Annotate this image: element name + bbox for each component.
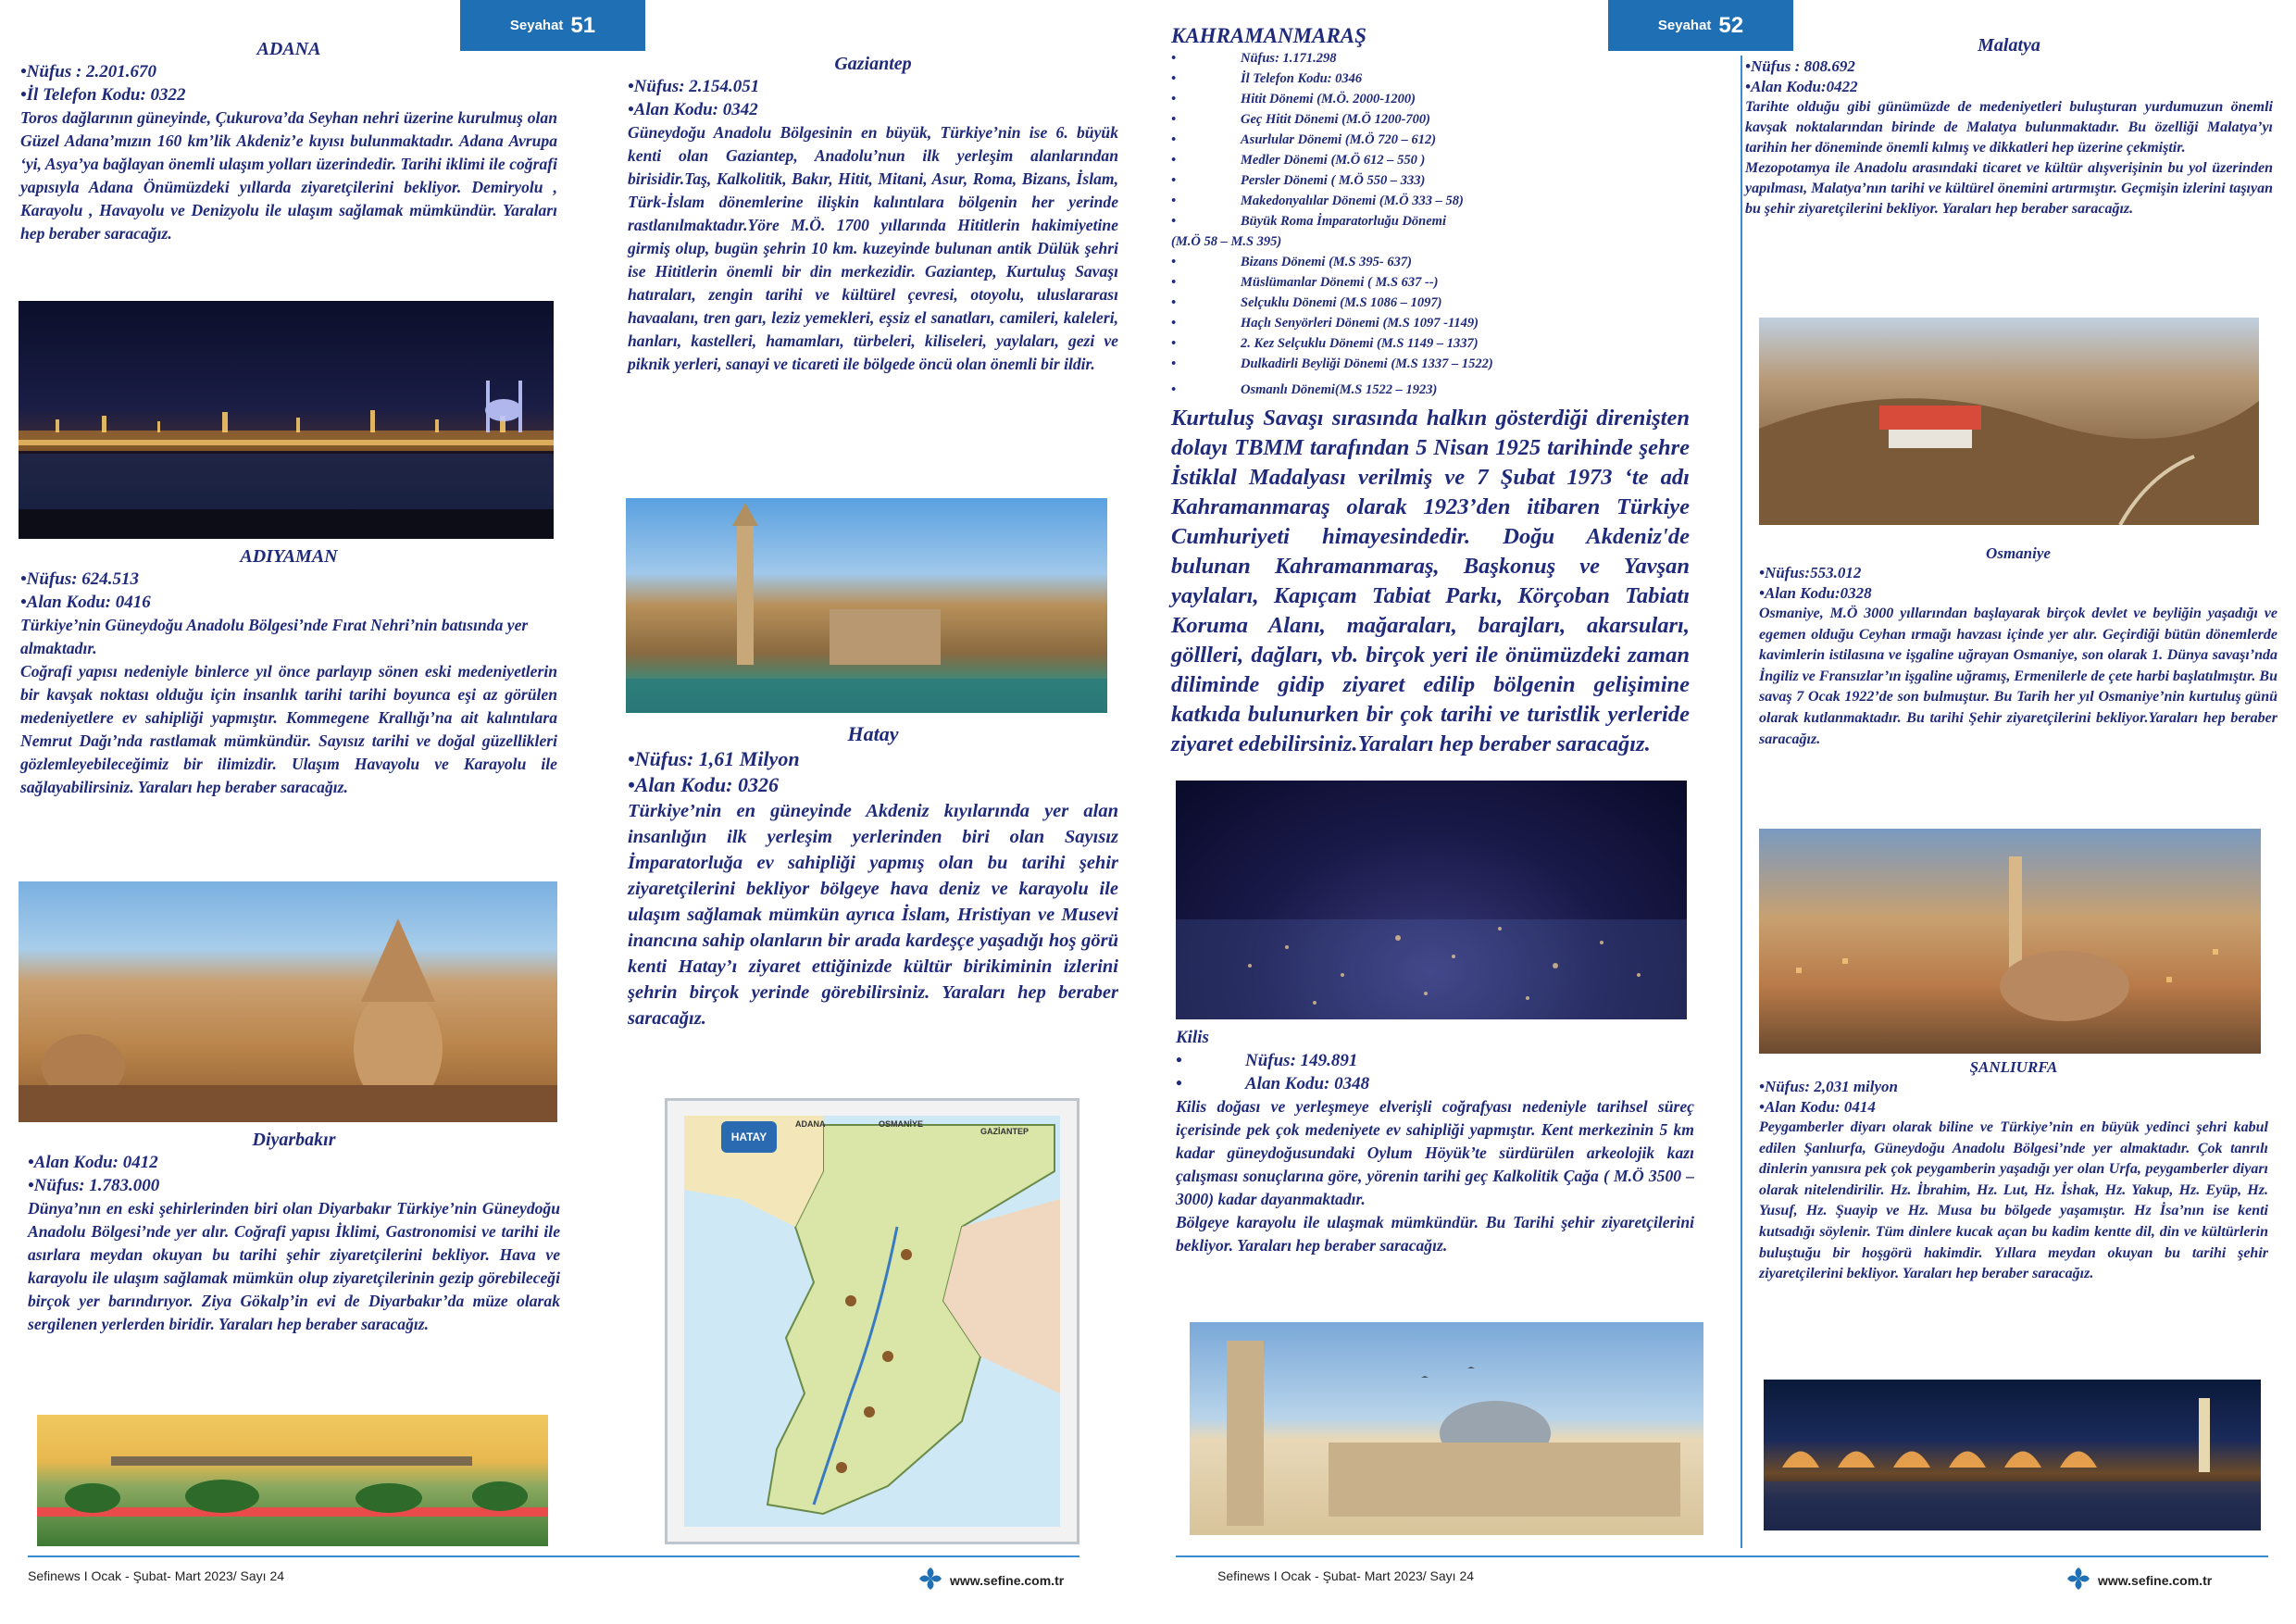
map-label-adana: ADANA bbox=[795, 1119, 826, 1129]
hatay-title: Hatay bbox=[847, 722, 899, 745]
hatay-map-graphic bbox=[684, 1116, 1060, 1527]
diyarbakir-gardens-photo bbox=[37, 1415, 548, 1546]
balikligol-night-photo bbox=[1764, 1380, 2261, 1530]
adana-text: Toros dağlarının güneyinde, Çukurova’da Seyhan nehri üzerine kurulmuş olan Güzel Adana’mızın 160 km’lik Akdeniz’e kıyısı bulunmaktadır. Adana Avrupa ‘yi, Asya’ya bağlayan önemli ulaşım yolları üzerindedir. Tarihi iklimi ile coğrafi yapısıyla Adana Önümüzdeki yıllarda ziyaretçilerini bekliyor. Demiryolu , Karayolu , Havayolu ve Denizyolu ile ulaşım sağlamak mümkündür. Yaraları hep beraber saracağız. bbox=[20, 108, 557, 243]
hatay-article bbox=[628, 722, 1118, 1031]
kilis-title: Kilis bbox=[1176, 1028, 1209, 1047]
footer-website[interactable] bbox=[2065, 1565, 2212, 1595]
list-item: • Büyük Roma İmparatorluğu Dönemi bbox=[1171, 214, 1446, 229]
diyarbakir-area-code: •Alan Kodu: 0412 bbox=[28, 1153, 158, 1172]
city-lights-graphic bbox=[1176, 781, 1687, 1019]
kahramanmaras-title: KAHRAMANMARAŞ bbox=[1171, 24, 1366, 47]
arches-graphic bbox=[1764, 1380, 2261, 1530]
malatya-canyon-photo bbox=[1759, 318, 2259, 525]
adiyaman-area-code: •Alan Kodu: 0416 bbox=[20, 593, 151, 612]
adiyaman-text-2: Coğrafi yapısı nedeniyle binlerce yıl önce parlayıp sönen eski medeniyetlerin bir kavşak noktası olduğu için insanlık tarihi tarihi boyunca eşi az görülen medeniyetlere ev sahipliği yapmıştır. Kommegene Krallığı’na ait kalıntılara Nemrut Dağı’nda rastlamak mümkündür. Sayısız tarihi ve doğal güzellikleri gözlemleyebileceğimiz bir ilimizdir. Ulaşım Havayolu ve Karayolu ile sağlayabilirsiniz. Yaraları hep beraber saracağız. bbox=[20, 662, 557, 796]
hatay-population: •Nüfus: 1,61 Milyon bbox=[628, 747, 800, 770]
hatay-area-code: •Alan Kodu: 0326 bbox=[628, 773, 779, 796]
kilis-text-2: Bölgeye karayolu ile ulaşmak mümkündür. Bu Tarihi şehir ziyaretçilerini bekliyor. Yaraları hep beraber saracağız. bbox=[1176, 1213, 1694, 1255]
list-item: • Persler Dönemi ( M.Ö 550 – 333) bbox=[1171, 173, 1426, 188]
section-label: Seyahat bbox=[509, 18, 564, 33]
halfeti-minaret-graphic bbox=[626, 498, 1107, 713]
osmaniye-article bbox=[1759, 544, 2277, 750]
list-item: • Nüfus: 1.171.298 bbox=[1171, 51, 1337, 66]
nemrut-photo bbox=[19, 881, 557, 1122]
sanliurfa-area-code: •Alan Kodu: 0414 bbox=[1759, 1098, 1876, 1116]
sanliurfa-population: •Nüfus: 2,031 milyon bbox=[1759, 1078, 1898, 1095]
diyarbakir-article bbox=[28, 1130, 560, 1336]
list-item: • Hitit Dönemi (M.Ö. 2000-1200) bbox=[1171, 92, 1416, 106]
gaziantep-article bbox=[628, 54, 1118, 376]
page-number: 52 bbox=[1718, 12, 1744, 38]
list-item: • Alan Kodu: 0348 bbox=[1176, 1074, 1370, 1093]
diyarbakir-population: •Nüfus: 1.783.000 bbox=[28, 1176, 160, 1195]
osmaniye-area-code: •Alan Kodu:0328 bbox=[1759, 584, 1872, 602]
sanliurfa-title: ŞANLIURFA bbox=[1969, 1058, 2058, 1076]
malatya-article bbox=[1745, 35, 2273, 219]
adana-article bbox=[20, 39, 557, 245]
list-item: • Haçlı Senyörleri Dönemi (M.S 1097 -1149) bbox=[1171, 316, 1479, 331]
section-label: Seyahat bbox=[1657, 18, 1712, 33]
website-url[interactable]: www.sefine.com.tr bbox=[2098, 1572, 2213, 1588]
footer-rule bbox=[1176, 1555, 2268, 1557]
malatya-text-2: Mezopotamya ile Anadolu arasındaki ticaret ve kültür alışverişinin bu yol üzerinden yapılması, Malatya’nın tarihi ve kültürel önemini artırmıştır. Geçmişin izlerini taşıyan bu şehir ziyaretçilerini bekliyor. Yaraları hep beraber saracağız. bbox=[1745, 160, 2273, 217]
malatya-area-code: •Alan Kodu:0422 bbox=[1745, 78, 1858, 95]
hatay-map-title: HATAY bbox=[721, 1121, 777, 1153]
hatay-text: Türkiye’nin en güneyinde Akdeniz kıyılarında yer alan insanlığın ilk yerleşim yerlerinden biri olan Sayısız İmparatorluğa ev sahipliği yapmış olan bu tarihi şehir ziyaretçilerini bekliyor bölgeye hava deniz ve karayolu ile ulaşım sağlamak mümkün ayrıca İslam, Hristiyan ve Musevi inancına sahip olanların bir arada kardeşçe yaşadığı hoş görü kenti Hatay’ı ziyaret ettiğinizde kültür birikiminin izlerini şehrin birçok yerinde görebilirsiniz. Yaraları hep beraber saracağız. bbox=[628, 801, 1118, 1029]
adana-population: •Nüfus : 2.201.670 bbox=[20, 62, 157, 81]
list-item-note: (M.Ö 58 – M.S 395) bbox=[1171, 234, 1282, 249]
gaziantep-population: •Nüfus: 2.154.051 bbox=[628, 77, 760, 96]
gaziantep-title: Gaziantep bbox=[834, 54, 912, 74]
halfeti-photo bbox=[626, 498, 1107, 713]
footer-website[interactable] bbox=[917, 1565, 1064, 1595]
kilis-mosque-photo bbox=[1190, 1322, 1703, 1535]
adana-title: ADANA bbox=[256, 39, 321, 59]
canyon-terrace-graphic bbox=[1759, 318, 2259, 525]
osmaniye-text: Osmaniye, M.Ö 3000 yıllarından başlayarak birçok devlet ve beyliğin yaşadığı ve egemen olduğu Ceyhan ırmağı havzası içinde yer alır. Geçirdiği bütün dönemlerde kavimlerin istilasına ve işgaline uğrayan Osmaniye, son olarak 1. Dünya savaşı’nda İngiliz ve Fransızlar’ın işgaline uğramış, Ermenilerle de çete harbi başlatılmıştır. Bu savaş 7 Ocak 1922’de son bulmuştur. Bu Tarih her yıl Osmaniye’nin kurtuluş günü olarak kutlanmaktadır. Bu tarihi Şehir ziyaretçilerini bekliyor.Yaraları hep beraber saracağız. bbox=[1759, 606, 2277, 747]
diyarbakir-title: Diyarbakır bbox=[252, 1130, 336, 1150]
gaziantep-area-code: •Alan Kodu: 0342 bbox=[628, 100, 758, 119]
adiyaman-article bbox=[20, 546, 557, 799]
kilis-text-1: Kilis doğası ve yerleşmeye elverişli coğrafyası nedeniyle tarihsel süreç içerisinde pek çok medeniyete ev sahipliği yapmıştır. Kent merkezinin 5 km kadar güneydoğusundaki Oylum Höyük’te sürdürülen arkeolojik kazı çalışması sonuçlarına göre, yörenin tarihi geç Kalkolitik Çağa ( M.Ö 3500 – 3000) kadar dayanmaktadır. bbox=[1176, 1097, 1694, 1208]
sanliurfa-article bbox=[1759, 1058, 2268, 1285]
list-item: • Geç Hitit Dönemi (M.Ö 1200-700) bbox=[1171, 112, 1430, 127]
page-number: 51 bbox=[570, 12, 596, 38]
gaziantep-text: Güneydoğu Anadolu Bölgesinin en büyük, Türkiye’nin ise 6. büyük kenti olan Gaziantep, Anadolu’nun ilk yerleşim alanlarından birisidir.Taş, Kalkolitik, Bakır, Hitit, Mitani, Asur, Roma, Bizans, İslam, Türk-İslam dönemlerine ilişkin kalıntılara bölgenin her yerinde rastlanılmaktadır.Yöre M.Ö. 1700 yıllarında Hititlerin hakimiyetine girmiş olup, bugün şehrin 10 km. kuzeyinde bulunan antik Dülük şehri ise Hititlerin önemli bir din merkezidir. Gaziantep, Kurtuluş Savaşı hatıraları, zengin tarihi ve kültürel çevresi, otoyolu, uluslararası havaalanı, tren garı, leziz yemekleri, eşsiz el sanatları, camileri, kaleleri, hanları, kastelleri, hamamları, türbeleri, kiliseleri, yaylaları, gezi ve piknik yerleri, sanayi ve ticareti ile bölgede öncü olan önemli bir ildir. bbox=[628, 123, 1118, 373]
sefine-logo-icon bbox=[2065, 1565, 2092, 1595]
malatya-title: Malatya bbox=[1978, 35, 2040, 56]
list-item: • 2. Kez Selçuklu Dönemi (M.S 1149 – 1337) bbox=[1171, 336, 1479, 351]
mardin-dusk-photo bbox=[1759, 829, 2261, 1054]
kahramanmaras-history-list bbox=[1171, 48, 1690, 400]
list-item: • Makedonyalılar Dönemi (M.Ö 333 – 58) bbox=[1171, 194, 1464, 208]
list-item: • Osmanlı Dönemi(M.S 1522 – 1923) bbox=[1171, 382, 1438, 397]
map-label-gaziantep: GAZİANTEP bbox=[980, 1127, 1029, 1136]
adana-phone-code: •İl Telefon Kodu: 0322 bbox=[20, 85, 186, 105]
kahramanmaras-article bbox=[1171, 24, 1690, 759]
page-52 bbox=[1148, 0, 2296, 1624]
map-label-osmaniye: OSMANİYE bbox=[879, 1119, 924, 1129]
adiyaman-population: •Nüfus: 624.513 bbox=[20, 569, 140, 589]
list-item: • Asurlular Dönemi (M.Ö 720 – 612) bbox=[1171, 132, 1437, 147]
kilis-article bbox=[1176, 1026, 1694, 1257]
kilis-stats bbox=[1176, 1049, 1694, 1095]
list-item: • Müslümanlar Dönemi ( M.S 637 --) bbox=[1171, 275, 1439, 290]
kahramanmaras-night-photo bbox=[1176, 781, 1687, 1019]
osmaniye-title: Osmaniye bbox=[1986, 544, 2051, 562]
hatay-map-area bbox=[684, 1116, 1060, 1527]
adana-night-photo bbox=[19, 301, 554, 539]
list-item: • İl Telefon Kodu: 0346 bbox=[1171, 71, 1363, 86]
sefine-logo-icon bbox=[917, 1565, 944, 1595]
list-item: • Dulkadirli Beyliği Dönemi (M.S 1337 – 1522) bbox=[1171, 356, 1493, 371]
old-town-graphic bbox=[1759, 829, 2261, 1054]
footer-publication: Sefinews I Ocak - Şubat- Mart 2023/ Sayı 24 bbox=[1217, 1568, 1475, 1583]
website-url[interactable]: www.sefine.com.tr bbox=[950, 1572, 1065, 1588]
adiyaman-title: ADIYAMAN bbox=[240, 546, 338, 567]
diyarbakir-text: Dünya’nın en eski şehirlerinden biri olan Diyarbakır Türkiye’nin Güneydoğu Anadolu Bölgesi’nde yer alır. Coğrafi yapısı İklimi, Gastronomisi ve tarihi ile asırlara meydan okuyan bu tarihi şehir ziyaretçilerini bekliyor. Hava ve karayolu ile ulaşım sağlamak mümkün olup ziyaretçilerinin gezip görebileceği birçok yer barındırıyor. Ziya Gökalp’in evi de Diyarbakır’da müze olarak sergilenen yerlerden biridir. Yaraları hep beraber saracağız. bbox=[28, 1199, 560, 1333]
kahramanmaras-text: Kurtuluş Savaşı sırasında halkın gösterdiği direnişten dolayı TBMM tarafından 5 Nisan 1925 tarihinde şehre İstiklal Madalyası verilmiş ve 7 Şubat 1973 ‘te adı Kahramanmaraş olarak 1923’den itibaren Türkiye Cumhuriyeti himayesindedir. Doğu Akdeniz'de bulunan Kahramanmaraş, Başkonuş ve Yavşan yaylaları, Kapıçam Tabiat Parkı, Körçoban Tabiatı Koruma Alanı, mağaraları, barajları, akarsuları, göllleri, dağları, vb. birçok yeri ile önümüzdeki zaman diliminde gidip ziyaret edilip bölgenin gelişimine katkıda bulunurken bir çok tarihi ve turistlik yerleride ziyaret edebilirsiniz.Yaraları hep beraber saracağız. bbox=[1171, 406, 1690, 756]
footer-rule bbox=[28, 1555, 1079, 1557]
adiyaman-text-1: Türkiye’nin Güneydoğu Anadolu Bölgesi’nde Fırat Nehri’nin batısında yer almaktadır. bbox=[20, 616, 529, 657]
list-item: • Bizans Dönemi (M.S 395- 637) bbox=[1171, 255, 1412, 269]
sanliurfa-text: Peygamberler diyarı olarak biline ve Türkiye’nin en büyük yedinci şehri kabul edilen Şanlıurfa, Güneydoğu Anadolu Bölgesi’nde yer almaktadır. Çok tanrılı dinlerin yanısıra pek çok peygamberin yaşadığı yer olan Urfa, peygamberler diyarı olarak nitelendirilir. Hz. İbrahim, Hz. Lut, Hz. İshak, Hz. Yakup, Hz. Eyüp, Hz. Yusuf, Hz. Şuayip ve Hz. Musa bu bölgede yaşamıştır. Hz İsa’nın ise kenti kutsadığı söylenir. Tüm dinlere kucak açan bu kadim kentte dil, din ve kültürlerin buluştuğu bir hoşgörü hakimdir. Yıllara meydan okuyan bu tarihi şehir ziyaretçilerini bekliyor. Yaraları hep beraber saracağız. bbox=[1759, 1119, 2268, 1282]
nemrut-statues-graphic bbox=[19, 881, 557, 1122]
osmaniye-population: •Nüfus:553.012 bbox=[1759, 564, 1862, 581]
list-item: • Selçuklu Dönemi (M.S 1086 – 1097) bbox=[1171, 295, 1442, 310]
diyarbakir-bridge-graphic bbox=[37, 1415, 548, 1546]
adana-skyline-graphic bbox=[19, 301, 554, 539]
list-item: • Medler Dönemi (M.Ö 612 – 550 ) bbox=[1171, 153, 1426, 168]
malatya-population: •Nüfus : 808.692 bbox=[1745, 57, 1855, 75]
hatay-map-poster bbox=[665, 1098, 1079, 1544]
footer-publication: Sefinews I Ocak - Şubat- Mart 2023/ Sayı 24 bbox=[28, 1568, 285, 1583]
list-item: • Nüfus: 149.891 bbox=[1176, 1051, 1358, 1070]
column-divider bbox=[1741, 56, 1742, 1548]
mosque-graphic bbox=[1190, 1322, 1703, 1535]
malatya-text-1: Tarihte olduğu gibi günümüzde de medeniyetleri buluşturan yurdumuzun önemli kavşak noktalarından birinde de Malatya bulunmaktadır. Bu özelliği Malatya’yı tarihin her döneminde önemli kılmış ve dikkatleri hep üzerine çekmiştir. bbox=[1745, 99, 2273, 156]
